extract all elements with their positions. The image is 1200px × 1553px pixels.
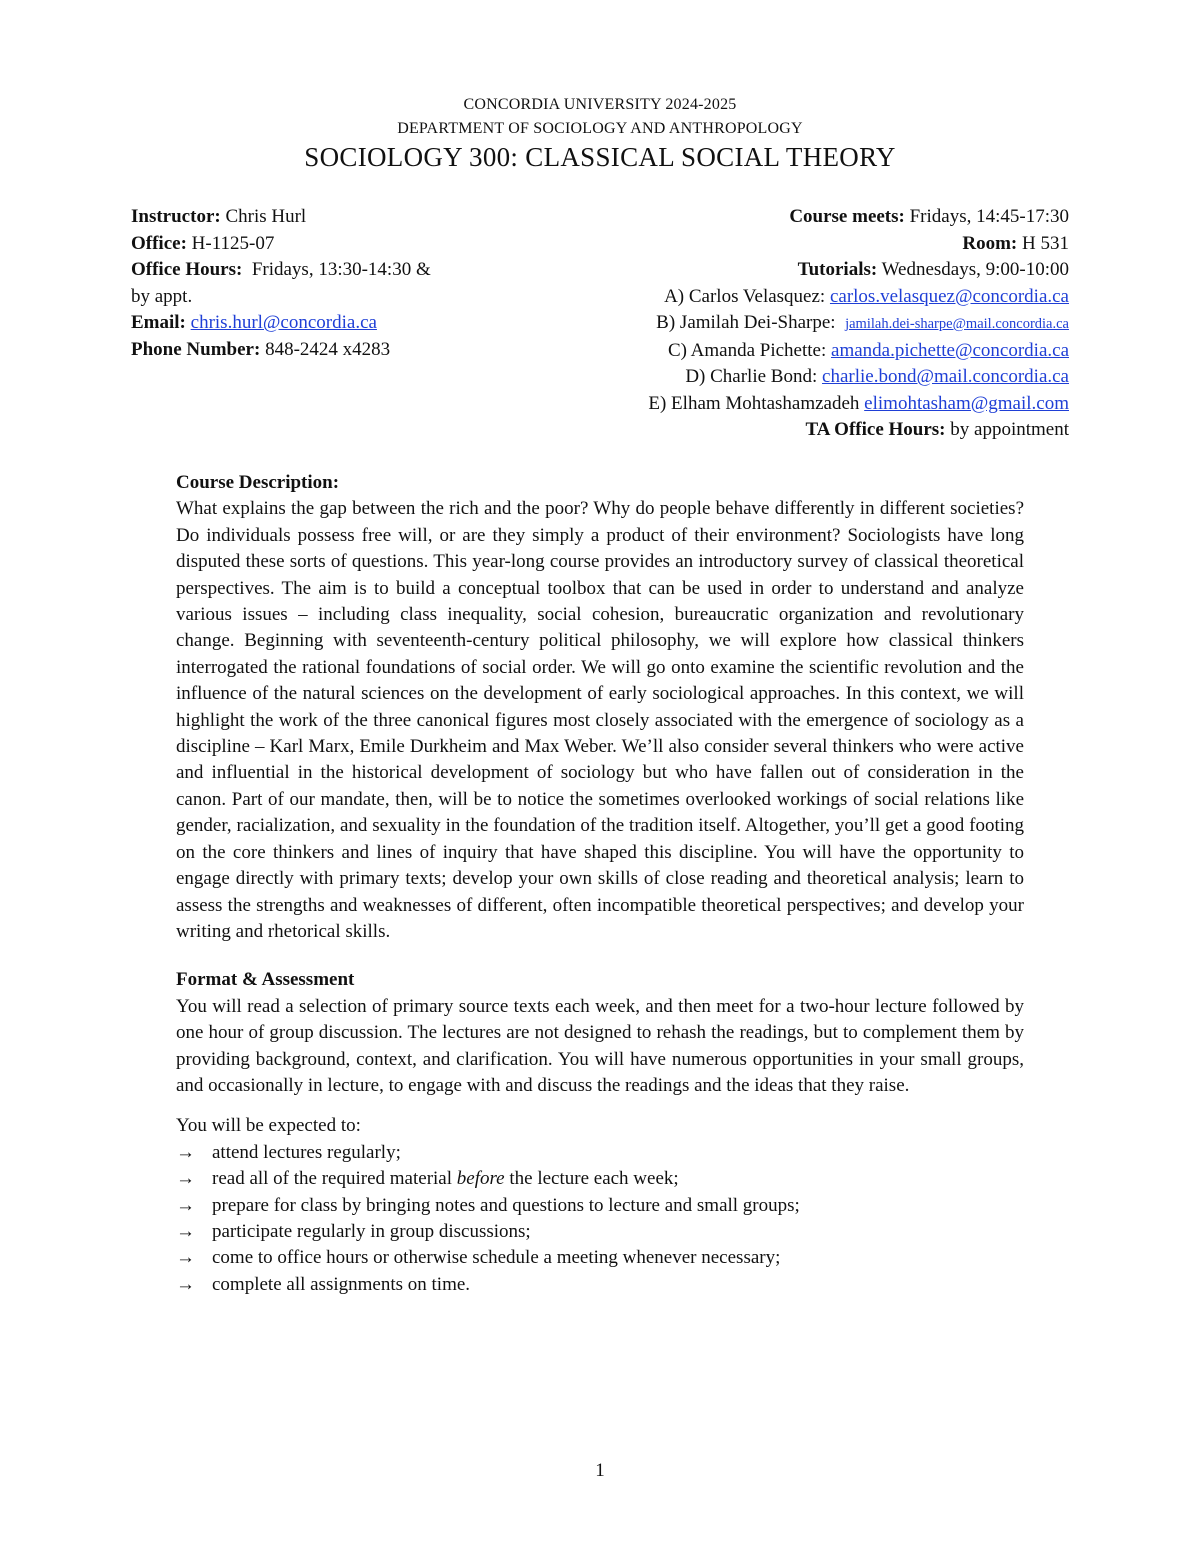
expectation-text: attend lectures regularly; (212, 1141, 401, 1163)
spacer (176, 945, 1024, 967)
ta-email-link[interactable]: elimohtasham@gmail.com (864, 392, 1069, 414)
ta-line-c (429, 338, 1069, 365)
expectation-text-post: the lecture each week; (504, 1168, 679, 1190)
expectation-emphasis: before (456, 1168, 505, 1190)
expectation-text: complete all assignments on time. (212, 1273, 471, 1295)
expectation-text: prepare for class by bringing notes and questions to lecture and small groups; (212, 1194, 800, 1216)
ta-email-link[interactable]: charlie.bond@mail.concordia.ca (822, 366, 1069, 387)
expectations-intro: You will be expected to: (176, 1115, 361, 1137)
course-info (429, 204, 1069, 444)
expectation-text: come to office hours or otherwise schedule a meeting whenever necessary; (212, 1247, 781, 1269)
expectation-text-pre: read all of the required material (212, 1168, 457, 1190)
room-value: H 531 (1017, 232, 1069, 254)
department-heading: DEPARTMENT OF SOCIOLOGY AND ANTHROPOLOGY (397, 120, 803, 137)
course-meets-line (429, 204, 1069, 231)
room-line (429, 231, 1069, 258)
right-arrow-icon: → (176, 1194, 195, 1216)
office-value: H-1125-07 (186, 232, 275, 254)
ta-email-link[interactable]: carlos.velasquez@concordia.ca (829, 285, 1069, 307)
ta-line-a (429, 284, 1069, 311)
university-heading: CONCORDIA UNIVERSITY 2024-2025 (463, 96, 737, 113)
ta-line-d (429, 364, 1069, 391)
expectation-text: participate regularly in group discussions; (212, 1220, 531, 1242)
format-assessment-heading: Format & Assessment (176, 969, 355, 991)
phone-value: 848-2424 x4283 (260, 338, 391, 360)
right-arrow-icon: → (176, 1273, 195, 1295)
office-hours-value: Fridays, 13:30-14:30 & (242, 259, 431, 280)
office-label: Office: (131, 232, 187, 254)
ta-email-link[interactable]: jamilah.dei-sharpe@mail.concordia.ca (845, 316, 1069, 332)
main-content (176, 470, 1024, 1298)
list-item (176, 1140, 1024, 1166)
list-item (176, 1166, 1024, 1192)
course-meets-value: Fridays, 14:45-17:30 (904, 206, 1069, 227)
ta-office-hours-line (429, 417, 1069, 444)
course-description-heading: Course Description: (176, 472, 340, 493)
ta-name: A) Carlos Velasquez: (664, 285, 830, 307)
email-label: Email: (131, 312, 186, 333)
ta-line-b (429, 310, 1069, 338)
right-arrow-icon: → (176, 1247, 195, 1269)
ta-name: C) Amanda Pichette: (667, 339, 832, 361)
course-title: SOCIOLOGY 300: CLASSICAL SOCIAL THEORY (304, 142, 896, 172)
ta-name: D) Charlie Bond: (685, 366, 823, 387)
right-arrow-icon: → (176, 1168, 195, 1190)
tutorials-value: Wednesdays, 9:00-10:00 (877, 259, 1069, 280)
office-hours-label: Office Hours: (131, 259, 243, 280)
ta-name: E) Elham Mohtashamzadeh (648, 392, 865, 414)
ta-email-link[interactable]: amanda.pichette@concordia.ca (831, 339, 1069, 361)
ta-name: B) Jamilah Dei-Sharpe: (656, 312, 846, 333)
office-hours-cont: by appt. (131, 285, 193, 307)
instructor-value: Chris Hurl (220, 206, 307, 227)
list-item (176, 1272, 1024, 1298)
expectations-list (176, 1140, 1024, 1298)
course-description-text: What explains the gap between the rich and the poor? Why do people behave differently in different societies? Do individuals possess free will, or are they simply a product of their environment? Sociologists have long disputed these sorts of questions. This year-long course provides an introductory survey of classical theoretical perspectives. The aim is to build a conceptual toolbox that can be used in order to understand and analyze various issues – including class inequality, social cohesion, bureaucratic organization and revolutionary change. Beginning with seventeenth-century political philosophy, we will explore how classical thinkers interrogated the rational foundations of social order. We will go onto examine the scientific revolution and the influence of the natural sciences on the development of early sociological approaches. In this context, we will highlight the work of the three canonical figures most closely associated with the emergence of sociology as a discipline – Karl Marx, Emile Durkheim and Max Weber. We’ll also consider several thinkers who were active and influential in the historical development of sociology but who have fallen out of consideration in the canon. Part of our mandate, then, will be to notice the sometimes overlooked workings of social relations like gender, racialization, and sexuality in the foundation of the tradition itself. Altogether, you’ll get a good footing on the core thinkers and lines of inquiry that have shaped this discipline. You will have the opportunity to engage directly with primary texts; develop your own skills of close reading and theoretical analysis; learn to assess the strengths and weaknesses of different, often incompatible theoretical perspectives; and develop your writing and rhetorical skills. (176, 498, 1024, 942)
instructor-label: Instructor: (131, 206, 221, 227)
list-item (176, 1245, 1024, 1271)
page-number: 1 (595, 1460, 605, 1481)
right-arrow-icon: → (176, 1220, 195, 1242)
tutorials-label: Tutorials: (797, 259, 878, 280)
room-label: Room: (962, 232, 1018, 254)
ta-office-hours-value: by appointment (945, 419, 1069, 440)
ta-office-hours-label: TA Office Hours: (805, 419, 946, 440)
phone-label: Phone Number: (131, 338, 261, 360)
list-item (176, 1219, 1024, 1245)
list-item (176, 1193, 1024, 1219)
ta-line-e (429, 391, 1069, 418)
instructor-email-link[interactable]: chris.hurl@concordia.ca (190, 312, 377, 333)
course-meets-label: Course meets: (789, 206, 905, 227)
right-arrow-icon: → (176, 1141, 195, 1163)
spacer (176, 1099, 1024, 1113)
tutorials-line (429, 257, 1069, 284)
format-assessment-text: You will read a selection of primary source texts each week, and then meet for a two-hour lecture followed by one hour of group discussion. The lectures are not designed to rehash the readings, but to complement them by providing background, context, and clarification. You will have numerous opportunities in your small groups, and occasionally in lecture, to engage with and discuss the readings and the ideas that they raise. (176, 995, 1024, 1096)
